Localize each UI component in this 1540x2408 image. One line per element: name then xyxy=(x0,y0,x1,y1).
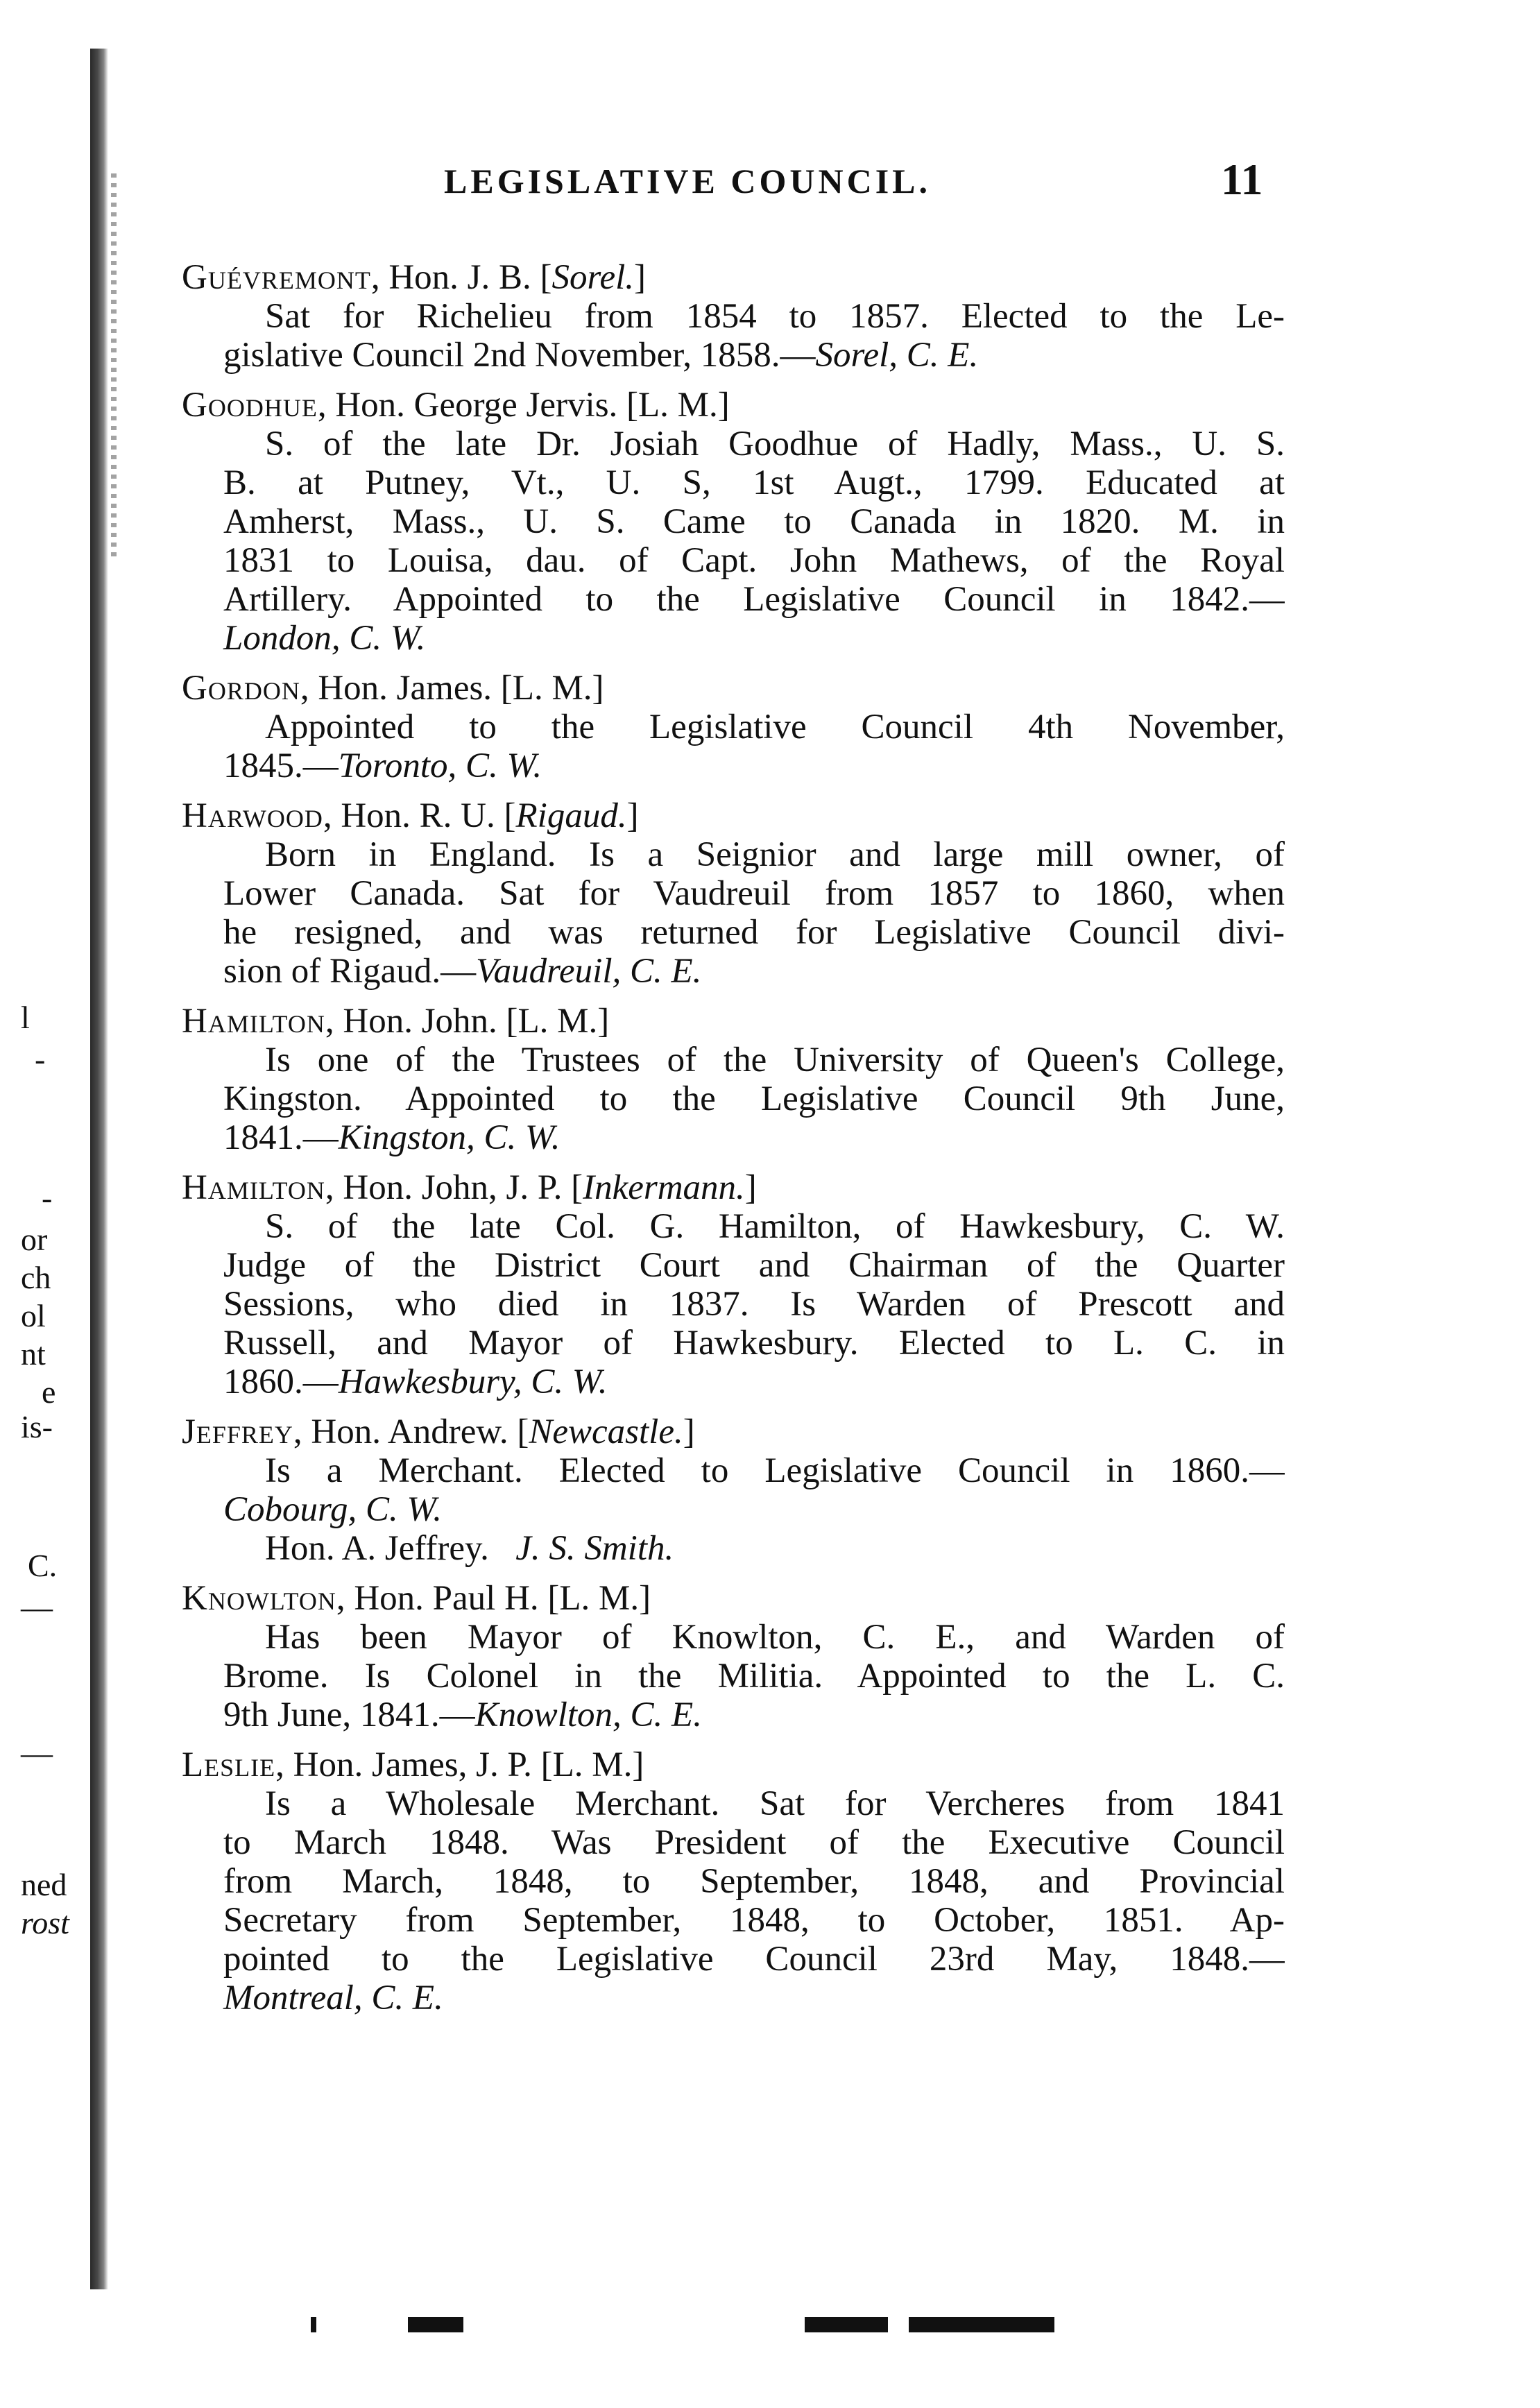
entry-text-line xyxy=(182,1979,1285,2017)
print-mark xyxy=(805,2317,888,2332)
bracket-close: ] xyxy=(683,1412,695,1451)
entry-text: Secretary from September, 1848, to October, 1851. Ap- xyxy=(223,1901,1285,1940)
entry-text: Artillery. Appointed to the Legislative Council in 1842.— xyxy=(223,580,1285,619)
entry-text-line xyxy=(182,708,1285,746)
entry-text-line xyxy=(182,1940,1285,1979)
entry-text-line xyxy=(182,913,1285,952)
entry-text: Sat for Richelieu from 1854 to 1857. Elected to the Le- xyxy=(265,297,1285,336)
entry-text-line xyxy=(182,874,1285,913)
entry-text-line xyxy=(182,502,1285,541)
member-title: , Hon. Andrew. [ xyxy=(293,1412,529,1451)
margin-fragment: — xyxy=(21,1589,53,1625)
entry-text-line xyxy=(182,463,1285,502)
entry-text-line xyxy=(182,619,1285,658)
residence: Hawkesbury, C. W. xyxy=(338,1363,608,1401)
entry-text: Appointed to the Legislative Council 4th November, xyxy=(265,708,1285,746)
entry-heading xyxy=(182,1002,1285,1041)
entry-text: Lower Canada. Sat for Vaudreuil from 1857 to 1860, when xyxy=(223,874,1285,913)
margin-fragment: is- xyxy=(21,1409,53,1444)
entry-text: sion of Rigaud.— xyxy=(223,952,477,991)
print-mark xyxy=(909,2317,1054,2332)
margin-fragment: rost xyxy=(21,1905,69,1940)
entry-text-line xyxy=(182,1618,1285,1657)
entry-text-line xyxy=(182,1490,1285,1529)
margin-fragment: ned xyxy=(21,1867,67,1902)
entry-text: 1845.— xyxy=(223,746,339,785)
residence: Montreal, C. E. xyxy=(223,1979,443,2017)
council-entry xyxy=(182,669,1285,785)
entry-text: 1841.— xyxy=(223,1118,339,1157)
member-name: Goodhue xyxy=(182,386,318,425)
entry-text-line xyxy=(182,1285,1285,1324)
entry-text-line xyxy=(182,1079,1285,1118)
residence: Toronto, C. W. xyxy=(338,746,542,785)
margin-fragment: nt xyxy=(21,1336,46,1372)
margin-fragment: l xyxy=(21,1000,30,1035)
member-name: Gordon xyxy=(182,669,300,708)
entry-text-line xyxy=(182,746,1285,785)
entry-text: Is a Merchant. Elected to Legislative Council in 1860.— xyxy=(265,1451,1285,1490)
entry-heading xyxy=(182,1412,1285,1451)
entry-text: to March 1848. Was President of the Executive Council xyxy=(223,1823,1285,1862)
member-name: Jeffrey xyxy=(182,1412,293,1451)
margin-fragment: - xyxy=(35,1041,46,1077)
member-name: Knowlton xyxy=(182,1579,336,1618)
entry-text-line xyxy=(182,1207,1285,1246)
division-name: Sorel. xyxy=(551,258,635,297)
entry-text-line xyxy=(182,952,1285,991)
entry-text-line xyxy=(182,1363,1285,1401)
margin-fragment: - xyxy=(42,1180,53,1215)
signature-name-italic: J. S. Smith. xyxy=(515,1529,674,1568)
council-entry xyxy=(182,386,1285,658)
entry-text-line xyxy=(182,541,1285,580)
entry-text: Brome. Is Colonel in the Militia. Appointed to the L. C. xyxy=(223,1657,1285,1696)
member-title: , Hon. John. [L. M.] xyxy=(325,1002,610,1041)
entry-text-line xyxy=(182,580,1285,619)
residence: Cobourg, C. W. xyxy=(223,1490,443,1529)
council-entry xyxy=(182,1412,1285,1568)
council-entry xyxy=(182,1168,1285,1401)
entry-text-line xyxy=(182,425,1285,463)
entry-text-line xyxy=(182,1784,1285,1823)
facing-page-margin xyxy=(21,0,118,2359)
entry-text: 1831 to Louisa, dau. of Capt. John Mathews, of the Royal xyxy=(223,541,1285,580)
bracket-close: ] xyxy=(634,258,647,297)
signature-line xyxy=(182,1529,1285,1568)
entry-heading xyxy=(182,1579,1285,1618)
member-title: , Hon. Paul H. [L. M.] xyxy=(336,1579,651,1618)
signature-name: Hon. A. Jeffrey. xyxy=(265,1529,489,1568)
entry-text: 1860.— xyxy=(223,1363,339,1401)
entry-text: Judge of the District Court and Chairman of the Quarter xyxy=(223,1246,1285,1285)
entry-text-line xyxy=(182,1823,1285,1862)
division-name: Rigaud. xyxy=(515,796,627,835)
entry-text-line xyxy=(182,1657,1285,1696)
entry-text: Sessions, who died in 1837. Is Warden of Prescott and xyxy=(223,1285,1285,1324)
division-name: Newcastle. xyxy=(529,1412,683,1451)
entry-text-line xyxy=(182,297,1285,336)
entry-heading xyxy=(182,669,1285,708)
residence: Vaudreuil, C. E. xyxy=(476,952,702,991)
council-entry xyxy=(182,1002,1285,1157)
division-name: Inkermann. xyxy=(583,1168,745,1207)
member-title: , Hon. James. [L. M.] xyxy=(300,669,604,708)
entry-heading xyxy=(182,796,1285,835)
entry-text-line xyxy=(182,1451,1285,1490)
entry-text: pointed to the Legislative Council 23rd May, 1848.— xyxy=(223,1940,1285,1979)
member-name: Hamilton xyxy=(182,1168,325,1207)
margin-fragment: ol xyxy=(21,1298,46,1333)
print-mark xyxy=(311,2317,316,2332)
entry-text-line xyxy=(182,336,1285,375)
member-title: , Hon. J. B. [ xyxy=(370,258,552,297)
residence: London, C. W. xyxy=(223,619,426,658)
entry-text-line xyxy=(182,1246,1285,1285)
member-title: , Hon. John, J. P. [ xyxy=(325,1168,583,1207)
margin-fragment: ch xyxy=(21,1260,51,1295)
member-title: , Hon. George Jervis. [L. M.] xyxy=(317,386,730,425)
council-entry xyxy=(182,1745,1285,2017)
council-entry xyxy=(182,258,1285,375)
council-entries xyxy=(182,258,1285,2029)
entry-text: S. of the late Col. G. Hamilton, of Hawkesbury, C. W. xyxy=(265,1207,1285,1246)
bracket-close: ] xyxy=(744,1168,757,1207)
entry-heading xyxy=(182,258,1285,297)
member-title: , Hon. R. U. [ xyxy=(323,796,516,835)
member-name: Harwood xyxy=(182,796,323,835)
member-title: , Hon. James, J. P. [L. M.] xyxy=(275,1745,644,1784)
entry-text-line xyxy=(182,1324,1285,1363)
entry-text-line xyxy=(182,1696,1285,1734)
member-name: Guévremont xyxy=(182,258,371,297)
entry-text: Amherst, Mass., U. S. Came to Canada in 1820. M. in xyxy=(223,502,1285,541)
bracket-close: ] xyxy=(626,796,639,835)
entry-text: he resigned, and was returned for Legislative Council divi- xyxy=(223,913,1285,952)
entry-heading xyxy=(182,386,1285,425)
council-entry xyxy=(182,1579,1285,1734)
residence: Sorel, C. E. xyxy=(815,336,979,375)
entry-text: Is a Wholesale Merchant. Sat for Vercheres from 1841 xyxy=(265,1784,1285,1823)
entry-text: Has been Mayor of Knowlton, C. E., and Warden of xyxy=(265,1618,1285,1657)
residence: Kingston, C. W. xyxy=(338,1118,561,1157)
margin-fragment: C. xyxy=(28,1548,58,1583)
entry-text: Kingston. Appointed to the Legislative Council 9th June, xyxy=(223,1079,1285,1118)
entry-text: Born in England. Is a Seignior and large mill owner, of xyxy=(265,835,1285,874)
entry-text-line xyxy=(182,1118,1285,1157)
member-name: Hamilton xyxy=(182,1002,325,1041)
entry-text: S. of the late Dr. Josiah Goodhue of Hadly, Mass., U. S. xyxy=(265,425,1285,463)
running-head: LEGISLATIVE COUNCIL. xyxy=(444,162,932,200)
entry-text-line xyxy=(182,1041,1285,1079)
entry-text-line xyxy=(182,835,1285,874)
entry-text-line xyxy=(182,1862,1285,1901)
entry-text: Russell, and Mayor of Hawkesbury. Elected to L. C. in xyxy=(223,1324,1285,1363)
margin-fragment: or xyxy=(21,1222,48,1257)
entry-text: 9th June, 1841.— xyxy=(223,1696,475,1734)
member-name: Leslie xyxy=(182,1745,276,1784)
entry-text-line xyxy=(182,1901,1285,1940)
entry-text: gislative Council 2nd November, 1858.— xyxy=(223,336,816,375)
entry-text: B. at Putney, Vt., U. S, 1st Augt., 1799. Educated at xyxy=(223,463,1285,502)
entry-heading xyxy=(182,1168,1285,1207)
council-entry xyxy=(182,796,1285,991)
margin-fragment: e xyxy=(42,1374,56,1410)
page-number: 11 xyxy=(1221,155,1263,204)
entry-text: Is one of the Trustees of the University of Queen's College, xyxy=(265,1041,1285,1079)
print-mark xyxy=(408,2317,463,2332)
residence: Knowlton, C. E. xyxy=(474,1696,702,1734)
entry-text: from March, 1848, to September, 1848, and Provincial xyxy=(223,1862,1285,1901)
margin-fragment: — xyxy=(21,1735,53,1770)
entry-heading xyxy=(182,1745,1285,1784)
